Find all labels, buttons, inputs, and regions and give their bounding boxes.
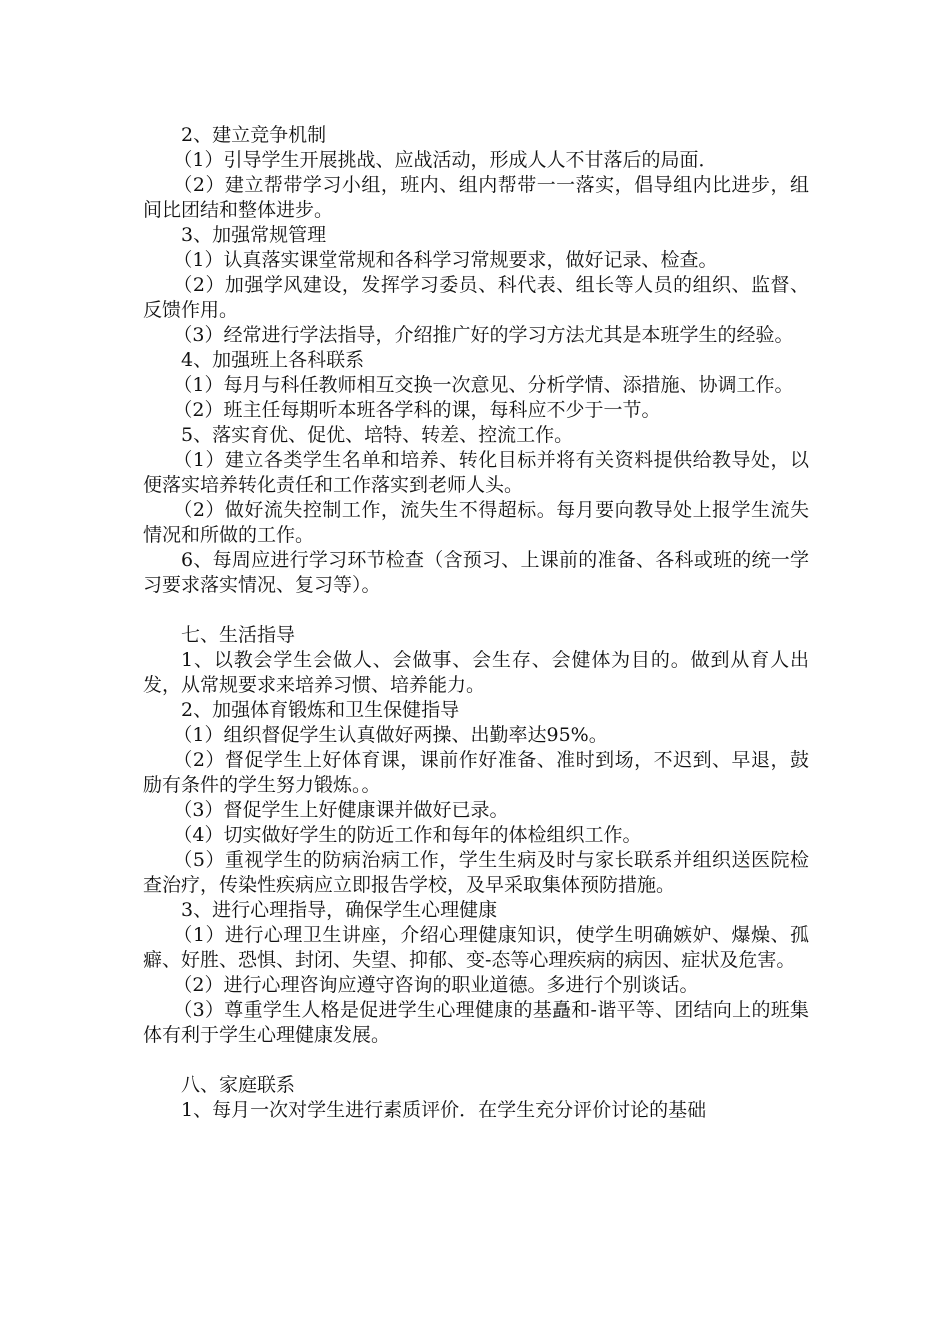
paragraph: （3）尊重学生人格是促进学生心理健康的基矗和-谐平等、团结向上的班集体有利于学生心理健康发展。	[143, 999, 809, 1046]
paragraph: （1）组织督促学生认真做好两操、出勤率达95%。	[173, 724, 608, 746]
document-body	[143, 123, 809, 1123]
section-heading: 3、加强常规管理	[181, 224, 327, 246]
section-heading: 3、进行心理指导，确保学生心理健康	[181, 899, 498, 921]
paragraph: 1、每月一次对学生进行素质评价．在学生充分评价讨论的基础	[181, 1099, 707, 1121]
paragraph: 1、以教会学生会做人、会做事、会生存、会健体为目的。做到从育人出发，从常规要求来培养习惯、培养能力。	[143, 649, 809, 696]
paragraph: （2）进行心理咨询应遵守咨询的职业道德。多进行个别谈话。	[173, 974, 699, 996]
paragraph: 6、每周应进行学习环节检查（含预习、上课前的准备、各科或班的统一学习要求落实情况、复习等）。	[143, 549, 809, 596]
paragraph: （2）班主任每期听本班各学科的课，每科应不少于一节。	[173, 399, 661, 421]
paragraph: （4）切实做好学生的防近工作和每年的体检组织工作。	[173, 824, 642, 846]
paragraph: （1）认真落实课堂常规和各科学习常规要求，做好记录、检查。	[173, 249, 718, 271]
blank-line	[143, 598, 809, 623]
paragraph: （2）督促学生上好体育课，课前作好准备、准时到场，不迟到、早退，鼓励有条件的学生努力锻炼。。	[143, 749, 809, 796]
paragraph: （5）重视学生的防病治病工作，学生生病及时与家长联系并组织送医院检查治疗，传染性疾病应立即报告学校，及早采取集体预防措施。	[143, 849, 809, 896]
paragraph: （3）督促学生上好健康课并做好已录。	[173, 799, 509, 821]
chapter-heading: 七、生活指导	[181, 624, 296, 646]
paragraph: （3）经常进行学法指导，介绍推广好的学习方法尤其是本班学生的经验。	[173, 324, 794, 346]
section-heading: 2、加强体育锻炼和卫生保健指导	[181, 699, 460, 721]
paragraph: （1）引导学生开展挑战、应战活动，形成人人不甘落后的局面．	[173, 149, 718, 171]
paragraph: （2）建立帮带学习小组，班内、组内帮带一一落实，倡导组内比进步，组间比团结和整体进步。	[143, 174, 809, 221]
paragraph: （1）建立各类学生名单和培养、转化目标并将有关资料提供给教导处，以便落实培养转化责任和工作落实到老师人头。	[143, 449, 809, 496]
blank-line	[143, 1048, 809, 1073]
section-heading: 2、建立竞争机制	[181, 124, 327, 146]
section-heading: 4、加强班上各科联系	[181, 349, 365, 371]
paragraph: （1）进行心理卫生讲座，介绍心理健康知识，使学生明确嫉妒、爆燥、孤癖、好胜、恐惧、封闭、失望、抑郁、变-态等心理疾病的病因、症状及危害。	[143, 924, 809, 971]
paragraph: （2）做好流失控制工作，流失生不得超标。每月要向教导处上报学生流失情况和所做的工作。	[143, 499, 809, 546]
paragraph: （2）加强学风建设，发挥学习委员、科代表、组长等人员的组织、监督、反馈作用。	[143, 274, 809, 321]
section-heading: 5、落实育优、促优、培特、转差、控流工作。	[181, 424, 574, 446]
paragraph: （1）每月与科任教师相互交换一次意见、分析学情、添措施、协调工作。	[173, 374, 794, 396]
chapter-heading: 八、家庭联系	[181, 1074, 296, 1096]
